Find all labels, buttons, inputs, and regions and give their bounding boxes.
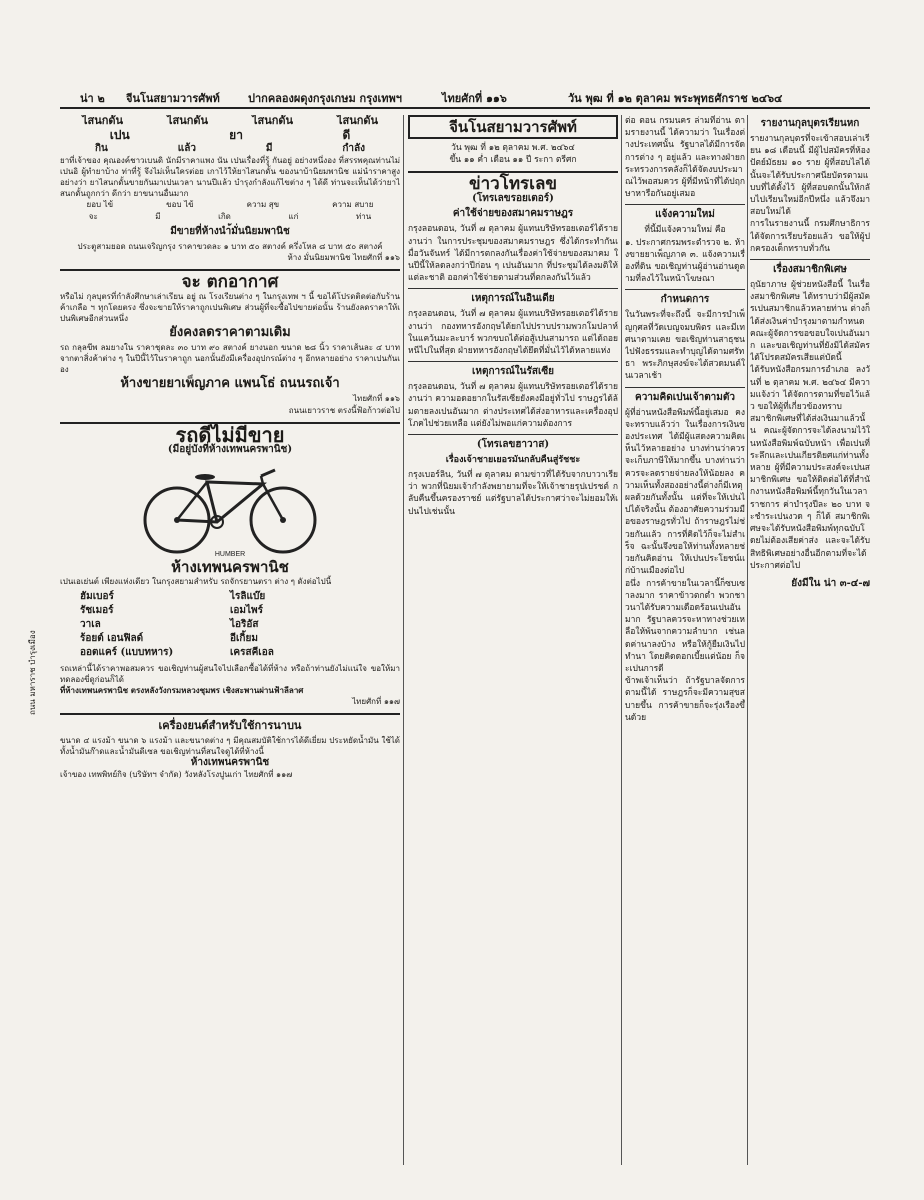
ad4-shop: ห้างเทพนครพานิช [190, 757, 270, 768]
news-headline: ค่าใช้จ่ายของสมาคมราษฎร [452, 208, 574, 220]
paper-title: จีนโนสยามวารศัพท์ [126, 92, 220, 105]
dateline: วัน พุฒ ที่ ๑๒ ตุลาคม พ.ศ. ๒๔๖๔ [451, 143, 575, 153]
ad3-body: รถเหล่านี้ได้ราคาพอสมควร ขอเชิญท่านผู้สนใจไปเลือกซื้อได้ที่ห้าง หรือถ้าท่านยังไม่แน่ใจ ขอให้มาทดลองขี่ดูก่อนก็ได้ [60, 664, 400, 684]
section-title: เหตุการณ์ในรัสเซีย [471, 366, 555, 378]
ad2-signature: ไทยศักที่ ๑๑๖ [353, 394, 400, 403]
section-body: อนึ่ง การค้าขายในเวลานี้ก็ซบเซาลงมาก ราคาข้าวตกต่ำ พวกชาวนาได้รับความเดือดร้อนเปนอันมาก รัฐบาลควรจะหาทางช่วยเหลือให้พ้นจากความลำบาก เช่นลดค่านาลงบ้าง หรือให้กู้ยืมเงินไปทำนา โดยคิดดอกเบี้ยแต่น้อย ก็จะเปนการดี [625, 578, 745, 674]
section-body: ผู้ที่อ่านหนังสือพิมพ์นี้อยู่เสมอ คงจะทราบแล้วว่า ในเรื่องการเงินของประเทศ ได้มีผู้แสดงความคิดเห็นไว้หลายอย่าง บางท่านว่าควรจะเก็บภาษีให้มากขึ้น บางท่านว่าควรจะลดรายจ่ายลงให้น้อยลง ความเห็นทั้งสองอย่างนี้ต่างก็มีเหตุผลด้วยกันทั้งนั้น แต่ที่จะให้เปนไปได้จริงนั้น ต้องอาศัยความร่วมมือของราษฎรทั่วไป ถ้าราษฎรไม่ช่วยกันแล้ว การที่คิดไว้ก็จะไม่สำเร็จ ฉะนั้นจึงขอให้ท่านทั้งหลายช่วยกันคิดอ่าน ให้เปนประโยชน์แก่บ้านเมืองต่อไป [625, 407, 745, 577]
section-subtitle: ที่นี้มีแจ้งความใหม่ คือ [644, 225, 726, 236]
ad3-signature: ที่ห้างเทพนครพานิช ตรงหลังวังกรมหลวงชุมพร เชิงสะพานผ่านฟ้าลีลาศ [60, 685, 304, 695]
ad-effects-row-2: จะ มี เกิด แก่ ท่าน [88, 212, 372, 221]
ad2-signature-2: ถนนเยาวราช ตรงนี้ฟ้อก้าวต่อไป [288, 406, 400, 415]
article-column-right [750, 115, 870, 1170]
brand-item: ร้อยต์ เอนฟิลด์ [80, 633, 144, 644]
ad3-title: รถดีไม่มีขาย [175, 423, 285, 447]
article-column [625, 115, 745, 1170]
ad2-shop: ห้างขายยาเพ็ญภาค แพนโธ่ ถนนรถเจ้า [120, 376, 340, 391]
section-body: กรุงเบอร์ลิน, วันที่ ๗ ตุลาคม ตามข่าวที่ได้รับจากบาวาเรียว่า พวกที่นิยมเจ้ากำลังพยายามที่จะให้เจ้าชายรุปเปรชต์ กลับคืนขึ้นครองราชย์ แต่รัฐบาลได้ประกาศว่าจะไม่ยอมให้เปนไปเช่นนั้น [408, 470, 618, 517]
ad-title-row: ไสนกดั้น ไสนกดั้น ไสนกดั้น ไสนกดั้น [81, 115, 379, 127]
section-body: ได้รับหนังสือกรมการอำเภอ ลงวันที่ ๒ ตุลาคม พ.ศ. ๒๔๖๔ มีความแจ้งว่า ได้จัดการตามที่ขอไว้แล้ว ขอให้ผู้ที่เกี่ยวข้องทราบ [750, 365, 870, 413]
bicycle-brand: HUMBER [214, 551, 246, 558]
ad-effects-row: ยอบ ไข้ ขอบ ไข้ ความ สุข ความ สบาย [86, 200, 374, 209]
date-label: วัน พุฒ ที่ ๑๒ ตุลาคม พระพุทธศักราช ๒๔๖๔ [568, 92, 783, 105]
section-title: เรื่องสมาชิกพิเศษ [773, 264, 847, 276]
section-title: แจ้งความใหม่ [655, 209, 715, 221]
ad-slogan-row-2: กิน แล้ว มี กำลัง [94, 143, 366, 154]
ad3-signature-2: ไทยศักที่ ๑๑๗ [352, 697, 400, 706]
section-body: รายงานกุลบุตรที่จะเข้าสอบเล่าเรียน ๑๘ เดือนนี้ มีผู้ไปสมัครที่ห้องปัตย์มัธยม ๑๐ ราย ผู้ที่สอบไล่ได้นั้นจะได้รับประกาศนียบัตรตามแบบที่ได้ตั้งไว้ ผู้ที่สอบตกนั้นให้กลับไปเรียนใหม่อีกปีหนึ่ง แล้วจึงมาสอบใหม่ได้ [750, 134, 870, 218]
brand-item: อีเกิ้ยม [230, 633, 258, 644]
issue-label: ปากคลองผดุงกรุงเกษม กรุงเทพฯ [248, 92, 402, 105]
article-body: ต่อ ตอน กรมนคร ล่ามที่อ่าน ตามรายงานนี้ ได้ความว่า ในเรื่องต่างประเทศนั้น รัฐบาลได้มีการจัดการต่าง ๆ อยู่แล้ว และทางฝ่ายกระทรวงการคลังก็ได้จัดงบประมาณไว้พอสมควร ผู้ที่มีหน้าที่ได้ปฤกษาหารือกันอยู่เสมอ [625, 116, 745, 200]
year-label: ไทยศักที่ ๑๑๖ [442, 92, 507, 105]
dateline-lunar: ขึ้น ๑๑ ค่ำ เดือน ๑๑ ปี ระกา ตรีศก [449, 155, 577, 166]
ad3-subtitle: (มีอยู่บังที่ห้างเทพนครพานิช) [167, 444, 293, 455]
section-body: ข้าพเจ้าเห็นว่า ถ้ารัฐบาลจัดการตามนี้ได้ ราษฎรก็จะมีความสุขสบายขึ้น การค้าขายก็จะรุ่งเรืองขึ้นด้วย [625, 676, 745, 723]
brand-item: รัชเมอร์ [80, 605, 114, 616]
bicycle-illustration [135, 458, 325, 558]
ad-store: มีขายที่ห้างนำ้มั่นนิยมพานิช [170, 226, 290, 237]
ad-signature: ห้าง มั่นนิยมพานิช ไทยศักที่ ๑๑๖ [287, 253, 400, 262]
brand-item: ไอริอัส [230, 619, 259, 630]
section-title: กำหนดการ [660, 294, 710, 306]
ad-slogan-row: เปน ยา ดี [109, 128, 351, 142]
ad2-subtitle: ยังคงลดราคาตามเดิม [169, 325, 291, 340]
newspaper-page [28, 55, 870, 1165]
section-title: ความคิดเปนเจ้าตามตัว [635, 391, 735, 403]
section-title: (โทรเลขฮาวาส) [476, 439, 550, 451]
ad4-body: ขนาด ๔ แรงม้า ขนาด ๖ แรงม้า และขนาดต่าง ๆ มีคุณสมบัติใช้การได้ดีเยี่ยม ประหยัดน้ำมัน ใช้ได้ทั้งน้ำมันก๊าดและน้ำมันดีเซล ขอเชิญท่านที่สนใจดูได้ที่ห้างนี้ [60, 736, 400, 756]
brand-item: เอมไพร์ [230, 605, 264, 616]
section-body: กรุงลอนดอน, วันที่ ๗ ตุลาคม ผู้แทนบริษัทรอยเตอร์ได้รายงานว่า ความอดอยากในรัสเซียยังคงมีอยู่ทั่วไป ราษฎรได้ล้มตายลงเปนอันมาก ต่างประเทศได้ส่งอาหารและเครื่องอุปโภคไปช่วยเหลือ แต่ยังไม่พอแก่ความต้องการ [408, 382, 618, 429]
advertisement-column [60, 115, 400, 1170]
section-body: ในวันพระที่จะถึงนี้ จะมีการบำเพ็ญกุศลที่วัดเบญจมบพิตร และมีเทศนาตามเคย ขอเชิญท่านสาธุชนไปฟังธรรมและทำบุญได้ตามศรัทธา พระภิกษุสงฆ์จะได้สวดมนต์ในเวลาเช้า [625, 310, 745, 382]
section-headline: เรื่องเจ้าชายเยอรมันกลับคืนสู่รัชชะ [445, 455, 581, 466]
ad3-shop: ห้างเทพนครพานิช [171, 558, 289, 576]
ad4-title: เครื่องยนต์สำหรับใช้การนาบน [158, 719, 302, 732]
masthead: จีนโนสยามวารศัพท์ [408, 115, 618, 139]
telegraph-news-subtitle: (โทรเลขรอยเตอร์) [472, 193, 554, 205]
section-title: เหตุการณ์ในอินเดีย [471, 293, 555, 305]
section-body: การในรายงานนี้ กรมศึกษาธิการได้จัดการเรียบร้อยแล้ว ขอให้ผู้ปกครองเด็กทราบทั่วกัน [750, 219, 870, 254]
ad-body: ยาที่เจ้าของ คุณองค์ชาวเบนดิ นักมีราคาแพง นัน เปนเรื่องที่รู้ กันอยู่ อย่างหนึ่งอง ที่สรรพคุณท่านไม่เปนอิ ผู้ทำยาบ้าง ท่าที่รู้ จึงไม่เห็นใครต่อย เกาไว้ให้ยาไสนกดั้น ของนาบ้านิยมพานิช แม่นำราคาสูงอย่างว่า ยาไสนกดั้นขายกันมาเปนเวลา นานปีแล้ว บำรุงกำลังแก้ไขต่าง ๆ ได้ดี ท่านจะเห็นได้ว่ายาไสนกดั้นถูกกว่า ดีกว่า ยาขนานอื่นมาก [60, 156, 400, 198]
brand-item: วาเล [80, 619, 101, 630]
bicycle-brand-list [80, 591, 380, 659]
brand-item: ออตแคร์ (แบบทหาร) [80, 647, 174, 658]
side-vertical-text: ถนน มหาราช บำรุงเมือง [28, 630, 37, 715]
page-header [60, 85, 870, 109]
continued-note: ยังมีใน น่า ๓-๔-๗ [791, 577, 870, 589]
section-body: ๑. ประกาศกรมพระตำรวจ ๒. ห้างขายยาเพ็ญภาค ๓. แจ้งความเรื่องที่ดิน ขอเชิญท่านผู้อ่านอ่านดูตามที่ลงไว้ในหน้าโฆษณา [625, 237, 745, 285]
ad-prices: ประตูสามยอด ถนนเจริญกรุง ราคาขวดละ ๑ บาท ๕๐ สตางค์ ครึ่งโหล ๘ บาท ๕๐ สตางค์ [77, 242, 383, 251]
news-column [408, 115, 618, 1170]
ad2-title: จะ ตกอากาศ [181, 272, 279, 292]
section-body: กรุงลอนดอน, วันที่ ๗ ตุลาคม ผู้แทนบริษัทรอยเตอร์ได้รายงานว่า กองทหารอังกฤษได้ยกไปปราบปรามพวกโมปลาห์ ในแคว้นมะละบาร์ พวกขบถได้ต่อสู้เปนสามารถ แต่ได้ถอยหนีไปในที่สุด ฝ่ายทหารอังกฤษได้ยึดที่มั่นไว้ได้หลายแห่ง [408, 309, 618, 357]
ad2-body: หรือไม่ กุลบุตรที่กำลังศึกษาเล่าเรียน อยู่ ณ โรงเรียนต่าง ๆ ในกรุงเทพ ฯ นี้ ขอได้โปรดติดต่อกับร้านค้าเกลือ ฯ ทุกโดยตรง ซึ่งจะขายให้ราคาถูกเปนพิเศษ ส่วนผู้ที่จะซื้อไปขายต่อนั้น ร้านยังลดราคาให้เปนพิเศษอีกส่วนหนึ่ง [60, 292, 400, 323]
brand-item: ไรลิแบ๊ย [230, 591, 266, 602]
section-body: สมาชิกพิเศษที่ได้ส่งเงินมาแล้วนั้น คณะผู้จัดการจะได้ลงนามไว้ในหนังสือพิมพ์ฉบับหน้า เพื่อเปนที่ระลึกและเปนเกียรติยศแก่ท่านทั้งหลาย ผู้ที่มีความประสงค์จะเปนสมาชิกพิเศษ ขอให้ติดต่อได้ที่สำนักงานหนังสือพิมพ์นี้ทุกวันในเวลาราชการ ค่าบำรุงปีละ ๒๐ บาท จะชำระเปนงวด ๆ ก็ได้ สมาชิกพิเศษจะได้รับหนังสือพิมพ์ทุกฉบับโดยไม่ต้องเสียค่าส่ง และจะได้รับสิทธิพิเศษอย่างอื่นอีกตามที่จะได้ประกาศต่อไป [750, 414, 870, 571]
telegraph-news-title: ข่าวโทรเลข [468, 174, 558, 195]
section-title: รายงานกุลบุตรเรียนหก [760, 118, 860, 129]
saddle [195, 474, 215, 480]
brand-item: เครสคีเอล [230, 647, 274, 658]
brand-item: ฮัมเบอร์ [80, 591, 114, 602]
ad4-signature: เจ้าของ เทพพิทย์กิจ (บริษัทฯ จำกัด) วังหลังโรงปูนเก่า ไทยศักที่ ๑๑๗ [60, 770, 293, 779]
section-body: ถุนัยาภาษ ผู้ช่วยหนังสือนี้ ในเรื่องสมาชิกพิเศษ ได้ทราบว่ามีผู้สมัครเปนสมาชิกแล้วหลายท่าน ต่างก็ได้ส่งเงินค่าบำรุงมาตามกำหนด คณะผู้จัดการขอขอบใจเปนอันมาก และขอเชิญท่านที่ยังมิได้สมัคร ได้โปรดสมัครเสียแต่บัดนี้ [750, 280, 870, 364]
ad3-intro: เปนเอเย่นต์ เพียงแห่งเดียว ในกรุงสยามสำหรับ รถจักรยานตรา ต่าง ๆ ดังต่อไปนี้ [60, 577, 332, 586]
handlebar [261, 470, 275, 476]
page-number: น่า ๒ [80, 92, 105, 105]
ad2-body-2: รถ กลุลขีพ ลมยางใน ราคาชุดละ ๓๐ บาท ๙๐ สตางค์ ยางนอก ขนาด ๒๘ นิ้ว ราคาเส้นละ ๔ บาท จากตาสิ่งค้าต่าง ๆ ในปีนี้ไว้ในราคาถูก นอกนั้นยังมีเครื่องอุปกรณ์ต่าง ๆ อีกหลายอย่าง ราคาเปนกันเอง [60, 343, 400, 374]
news-body: กรุงลอนดอน, วันที่ ๗ ตุลาคม ผู้แทนบริษัทรอยเตอร์ได้รายงานว่า ในการประชุมของสมาคมราษฎร ซึ่งได้กระทำกันเมื่อวันจันทร์ ได้มีการตกลงกันเรื่องค่าใช้จ่ายของสมาคม ในปีนี้ให้ลดลงกว่าปีก่อน ๆ เปนอันมาก ที่ประชุมได้ลงมติให้แต่ละชาติ ออกค่าใช้จ่ายตามส่วนที่ตกลงกันไว้แล้ว [408, 224, 618, 284]
